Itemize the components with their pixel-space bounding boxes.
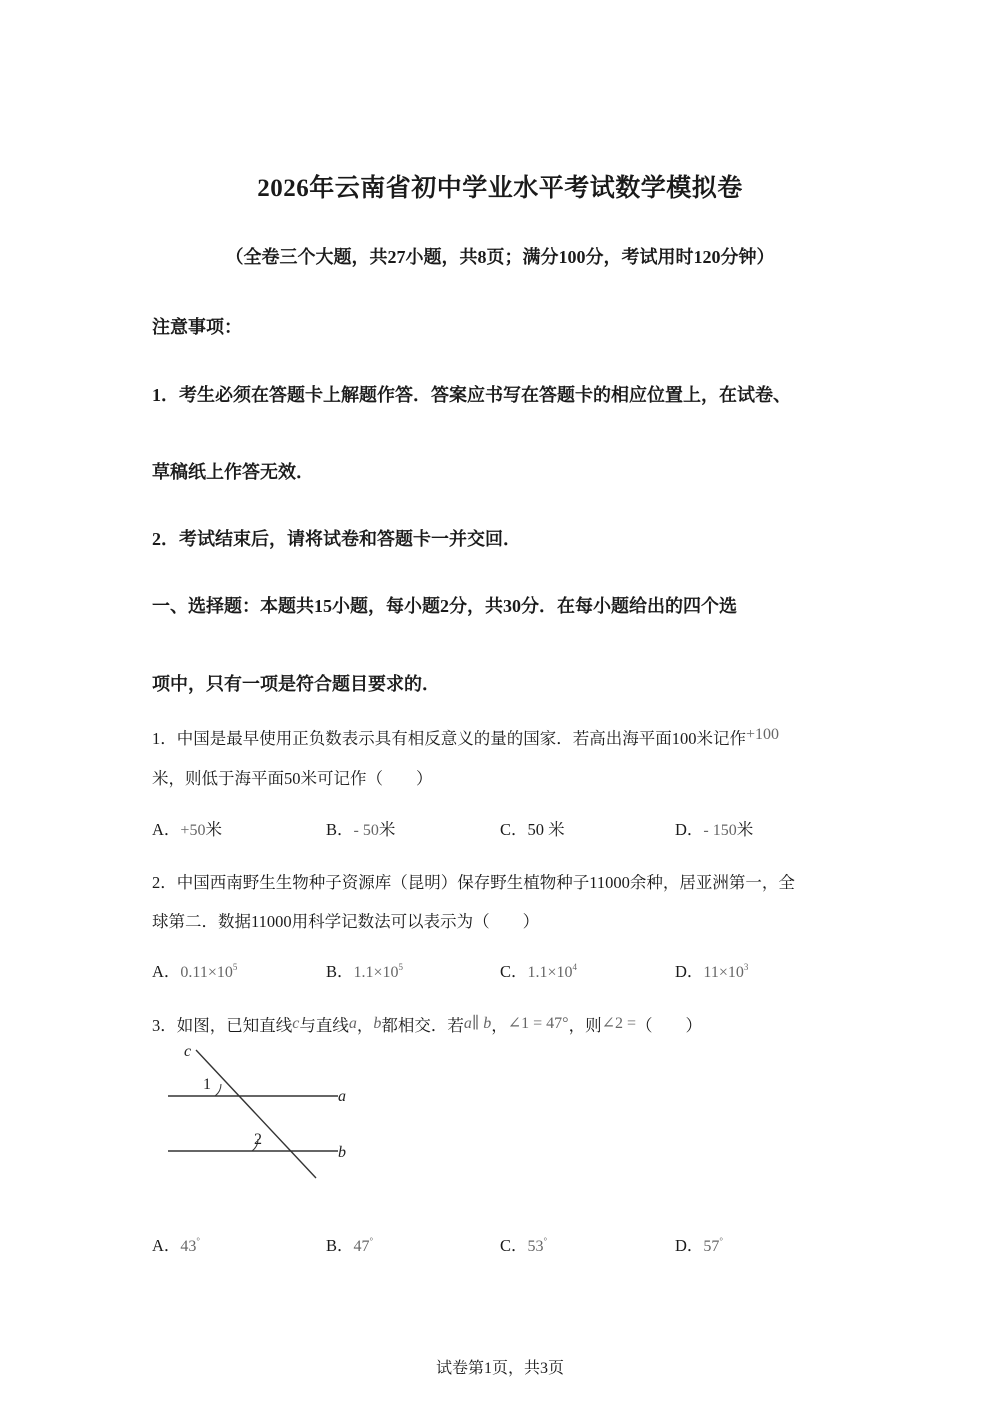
question-1-line-2: 米，则低于海平面50米可记作（ ） <box>152 769 433 788</box>
label-c: c <box>184 1043 192 1060</box>
question-3-option-a: A．43° <box>152 1236 201 1255</box>
question-3-option-b: B．47° <box>326 1236 374 1255</box>
section-1-line-2: 项中，只有一项是符合题目要求的． <box>152 674 440 694</box>
section-1-line-1: 一、选择题：本题共15小题，每小题2分，共30分．在每小题给出的四个选 <box>152 596 737 616</box>
notice-item-1-line-1: 1．考生必须在答题卡上解题作答．答案应书写在答题卡的相应位置上，在试卷、 <box>152 385 791 405</box>
question-2-line-2: 球第二．数据11000用科学记数法可以表示为（ ） <box>152 912 540 931</box>
exam-subtitle: （全卷三个大题，共27小题，共8页；满分100分，考试用时120分钟） <box>225 247 775 267</box>
question-2-option-b: B．$1.1\times 10^5$ <box>326 962 404 981</box>
label-b: b <box>338 1144 346 1161</box>
label-angle-2: 2 <box>254 1131 262 1148</box>
notice-heading: 注意事项： <box>152 317 242 337</box>
question-1-math: +100 <box>746 726 780 743</box>
question-1-option-d: D．- 150米 <box>675 820 754 839</box>
question-2-option-a: A．$0.11\times 10^5$ <box>152 962 238 981</box>
question-1-line-1 <box>152 725 779 749</box>
page-footer: 试卷第1页，共3页 <box>435 1360 564 1377</box>
notice-item-2: 2．考试结束后，请将试卷和答题卡一并交回． <box>152 529 521 549</box>
question-1-option-b: B．- 50米 <box>326 820 396 839</box>
question-1-option-c: C．50 米 <box>500 820 565 839</box>
question-1-option-a: A．+50米 <box>152 820 222 839</box>
page-title: 2026年云南省初中学业水平考试数学模拟卷 <box>257 175 743 202</box>
label-a: a <box>338 1088 346 1105</box>
angle-1-arc <box>215 1084 221 1096</box>
parallel-lines-figure <box>150 1040 370 1185</box>
question-3-line-1: 3．如图，已知直线c与直线a，b都相交．若a∥ b，∠1 = 47°，则∠2 =（ ） <box>152 1015 703 1035</box>
label-angle-1: 1 <box>203 1076 211 1093</box>
notice-item-1-line-2: 草稿纸上作答无效． <box>152 462 314 482</box>
question-3-option-d: D．57° <box>675 1236 724 1255</box>
question-2-line-1: 2．中国西南野生生物种子资源库（昆明）保存野生植物种子11000余种，居亚洲第一，全 <box>152 873 795 892</box>
question-2-option-d: D．$11\times 10^3$ <box>675 962 749 981</box>
line-c <box>196 1050 316 1178</box>
question-1-text: 1．中国是最早使用正负数表示具有相反意义的量的国家．若高出海平面100米记作 <box>152 729 746 748</box>
question-3-option-c: C．53° <box>500 1236 548 1255</box>
question-2-option-c: C．$1.1\times 10^4$ <box>500 962 578 981</box>
